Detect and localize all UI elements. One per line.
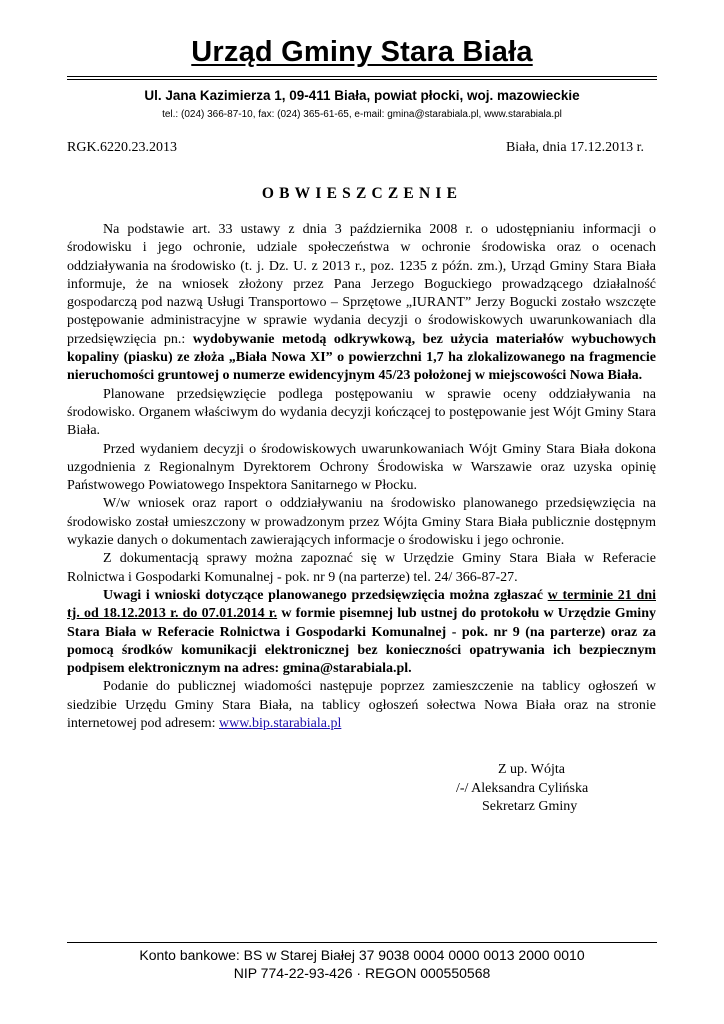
paragraph-1 [67, 221, 656, 386]
document-title: OBWIESZCZENIE [261, 185, 463, 202]
remarks-intro: Uwagi i wnioski dotyczące planowanego przedsięwzięcia można zgłaszać [103, 587, 548, 603]
document-body [67, 221, 656, 733]
project-description: wydobywanie metodą odkrywkową, bez użycia materiałów wybuchowych kopaliny (piasku) ze złoża „Biała Nowa XI” o powierzchni 1,7 ha zlokalizowanego na fragmencie nieruchomości gruntowej o numerze ewidencyjnym 45/23 położonej w miejscowości Nowa Biała. [67, 331, 656, 384]
remarks-details: w formie pisemnej lub ustnej do protokołu w Urzędzie Gminy Stara Biała w Referacie Rolnictwa i Gospodarki Komunalnej - pok. nr 9 (na parterze) oraz za pomocą środków komunikacji elektronicznej bez konieczności opatrywania ich bezpiecznym podpisem elektronicznym na adres: gmina@starabiala.pl. [67, 606, 656, 677]
document-meta [67, 140, 644, 156]
office-address: Ul. Jana Kazimierza 1, 09-411 Biała, powiat płocki, woj. mazowieckie [144, 88, 580, 103]
header-divider-top [67, 76, 657, 77]
place-date: Biała, dnia 17.12.2013 r. [505, 140, 644, 155]
paragraph-4: W/w wniosek oraz raport o oddziaływaniu na środowisko planowanego przedsięwzięcia na środowisko został umieszczony w prowadzonym przez Wójta Gminy Stara Biała publicznie dostępnym wykazie danych o dokumentach zawierających informacje o środowisku i jego ochronie. [67, 496, 656, 549]
office-contact: tel.: (024) 366-87-10, fax: (024) 365-61-65, e-mail: gmina@starabiala.pl, www.starabiala.pl [162, 109, 562, 120]
footer [0, 946, 724, 982]
footer-divider [67, 942, 657, 943]
paragraph-6 [67, 587, 656, 678]
reference-number: RGK.6220.23.2013 [67, 140, 178, 155]
paragraph-2: Planowane przedsięwzięcie podlega postępowaniu w sprawie oceny oddziaływania na środowisko. Organem właściwym do wydania decyzji kończącej to postępowanie jest Wójt Gminy Stara Biała. [67, 386, 656, 439]
bank-account: Konto bankowe: BS w Starej Białej 37 9038 0004 0000 0013 2000 0010 [139, 947, 585, 963]
paragraph-7-text: Podanie do publicznej wiadomości następuje poprzez zamieszczenie na tablicy ogłoszeń w siedzibie Urzędu Gminy Stara Biała, na tablicy ogłoszeń sołectwa Nowa Biała oraz na stronie internetowej pod adresem: [67, 679, 656, 732]
signature-position: Sekretarz Gminy [482, 799, 578, 815]
bip-link[interactable]: www.bip.starabiala.pl [219, 716, 342, 732]
signature-name: /-/ Aleksandra Cylińska [456, 780, 589, 796]
remarks-deadline: w terminie 21 dni tj. od 18.12.2013 r. do 07.01.2014 r. [67, 587, 656, 622]
paragraph-5: Z dokumentacją sprawy można zapoznać się w Urzędzie Gminy Stara Biała w Referacie Rolnictwa i Gospodarki Komunalnej - pok. nr 9 (na parterze) tel. 24/ 366-87-27. [67, 551, 656, 585]
office-title: Urząd Gminy Stara Biała [191, 36, 533, 68]
signature-authority: Z up. Wójta [498, 762, 566, 777]
header-divider-bottom [67, 79, 657, 80]
paragraph-3: Przed wydaniem decyzji o środowiskowych uwarunkowaniach Wójt Gminy Stara Biała dokona uzgodnienia z Regionalnym Dyrektorem Ochrony Środowiska w Warszawie oraz uzyska opinię Państwowego Powiatowego Inspektora Sanitarnego w Płocku. [67, 441, 656, 494]
tax-ids: NIP 774-22-93-426 · REGON 000550568 [233, 965, 491, 981]
signature-block [448, 761, 628, 817]
paragraph-1-text: Na podstawie art. 33 ustawy z dnia 3 października 2008 r. o udostępnianiu informacji o środowisku i jego ochronie, udziale społeczeństwa w ochronie środowiska oraz o ocenach oddziaływania na środowisko (t. j. Dz. U. z 2013 r., poz. 1235 z późn. zm.), Urząd Gminy Stara Biała informuje, że na wniosek złożony przez Pana Jerzego Boguckiego prowadzącego działalność gospodarczą pod nazwą Usługi Transportowo – Sprzętowe „IURANT” Jerzy Bogucki zostało wszczęte postępowanie administracyjne w sprawie wydania decyzji o środowiskowych uwarunkowaniach dla przedsięwzięcia pn.: [67, 222, 656, 347]
paragraph-7 [67, 678, 656, 733]
